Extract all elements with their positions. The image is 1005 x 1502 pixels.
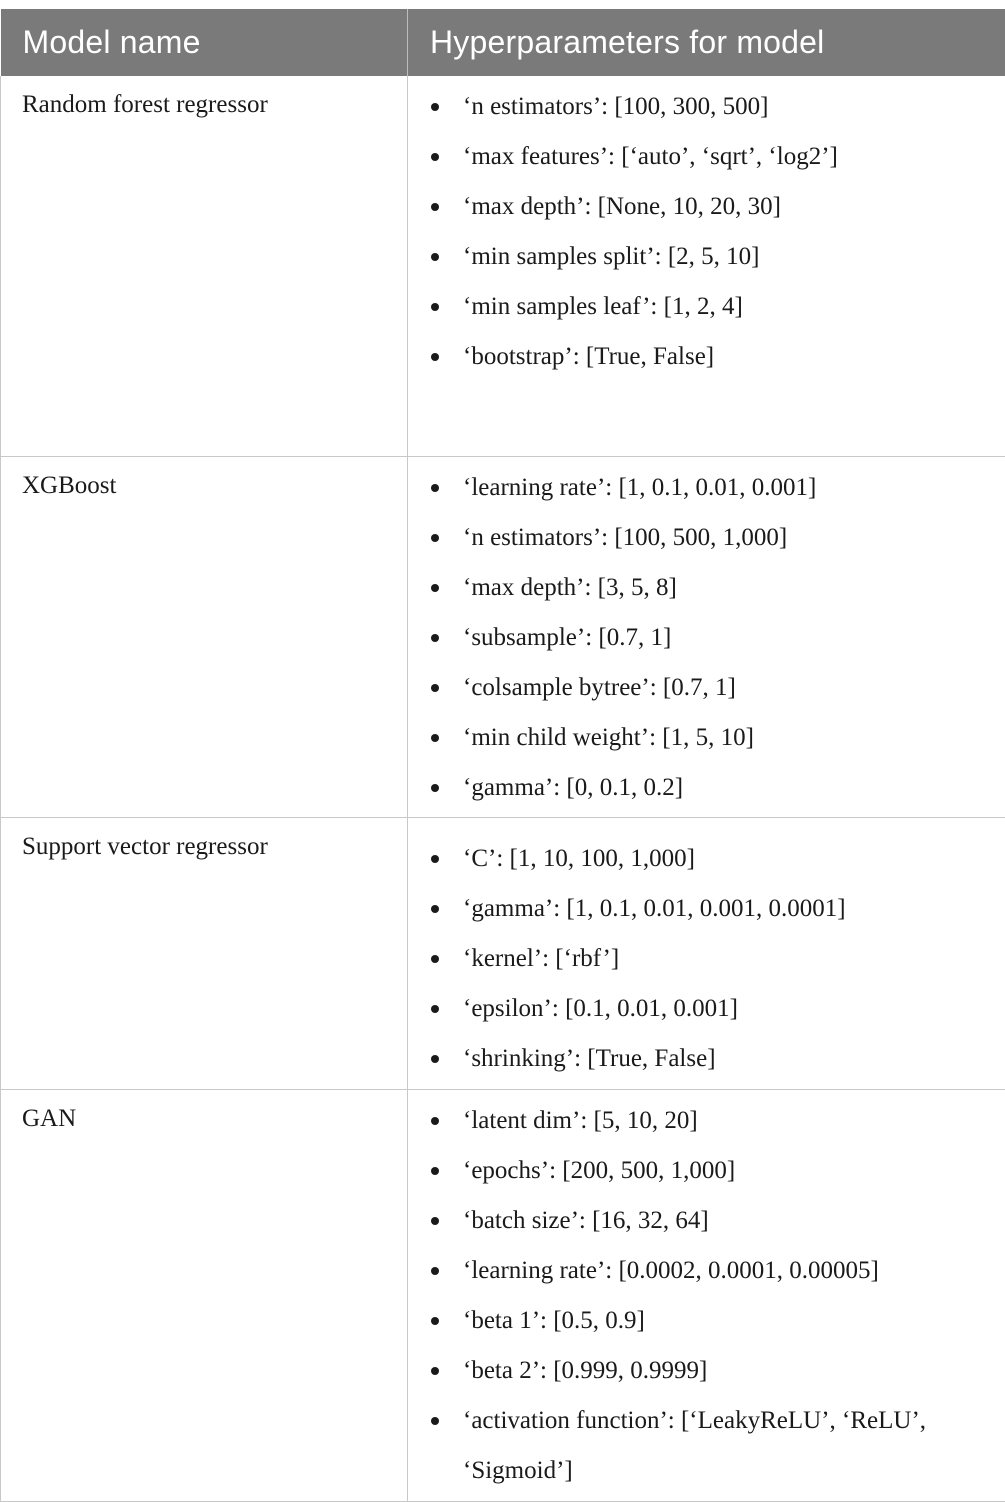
model-name-cell: GAN <box>1 1089 408 1501</box>
param-list <box>408 463 1005 813</box>
param-item: ‘epsilon’: [0.1, 0.01, 0.001] <box>408 984 1005 1034</box>
model-name-cell: Random forest regressor <box>1 76 408 456</box>
table-header-row <box>1 9 1005 76</box>
param-item: ‘min samples leaf’: [1, 2, 4] <box>408 282 1005 332</box>
param-item: ‘latent dim’: [5, 10, 20] <box>408 1096 1005 1146</box>
param-item: ‘max depth’: [3, 5, 8] <box>408 563 1005 613</box>
header-model-name: Model name <box>1 9 408 76</box>
header-hyperparameters: Hyperparameters for model <box>408 9 1005 76</box>
param-item <box>408 1396 1005 1496</box>
param-list <box>408 1096 1005 1496</box>
table-row <box>1 76 1005 456</box>
param-item: ‘min samples split’: [2, 5, 10] <box>408 232 1005 282</box>
param-item: ‘gamma’: [0, 0.1, 0.2] <box>408 763 1005 813</box>
table-row <box>1 456 1005 817</box>
param-item: ‘colsample bytree’: [0.7, 1] <box>408 663 1005 713</box>
params-cell <box>408 817 1005 1089</box>
param-list <box>408 82 1005 382</box>
param-item: ‘n estimators’: [100, 500, 1,000] <box>408 513 1005 563</box>
hyperparameter-table <box>0 9 1005 1502</box>
param-item: ‘subsample’: [0.7, 1] <box>408 613 1005 663</box>
model-name-cell: Support vector regressor <box>1 817 408 1089</box>
param-item: ‘bootstrap’: [True, False] <box>408 332 1005 382</box>
param-item: ‘beta 1’: [0.5, 0.9] <box>408 1296 1005 1346</box>
param-list <box>408 834 1005 1084</box>
params-cell <box>408 1089 1005 1501</box>
param-item: ‘shrinking’: [True, False] <box>408 1034 1005 1084</box>
param-item: ‘gamma’: [1, 0.1, 0.01, 0.001, 0.0001] <box>408 884 1005 934</box>
param-item: ‘epochs’: [200, 500, 1,000] <box>408 1146 1005 1196</box>
param-item: ‘max features’: [‘auto’, ‘sqrt’, ‘log2’] <box>408 132 1005 182</box>
param-item: ‘max depth’: [None, 10, 20, 30] <box>408 182 1005 232</box>
param-item: ‘batch size’: [16, 32, 64] <box>408 1196 1005 1246</box>
table-row <box>1 817 1005 1089</box>
params-cell <box>408 76 1005 456</box>
param-item: ‘n estimators’: [100, 300, 500] <box>408 82 1005 132</box>
param-item-text: ‘activation function’: [‘LeakyReLU’, ‘ReLU’, ‘Sigmoid’] <box>463 1396 963 1496</box>
param-item: ‘C’: [1, 10, 100, 1,000] <box>408 834 1005 884</box>
params-cell <box>408 456 1005 817</box>
param-item: ‘kernel’: [‘rbf’] <box>408 934 1005 984</box>
param-item: ‘beta 2’: [0.999, 0.9999] <box>408 1346 1005 1396</box>
param-item: ‘learning rate’: [0.0002, 0.0001, 0.00005] <box>408 1246 1005 1296</box>
model-name-cell: XGBoost <box>1 456 408 817</box>
param-item: ‘learning rate’: [1, 0.1, 0.01, 0.001] <box>408 463 1005 513</box>
param-item: ‘min child weight’: [1, 5, 10] <box>408 713 1005 763</box>
table-row <box>1 1089 1005 1501</box>
